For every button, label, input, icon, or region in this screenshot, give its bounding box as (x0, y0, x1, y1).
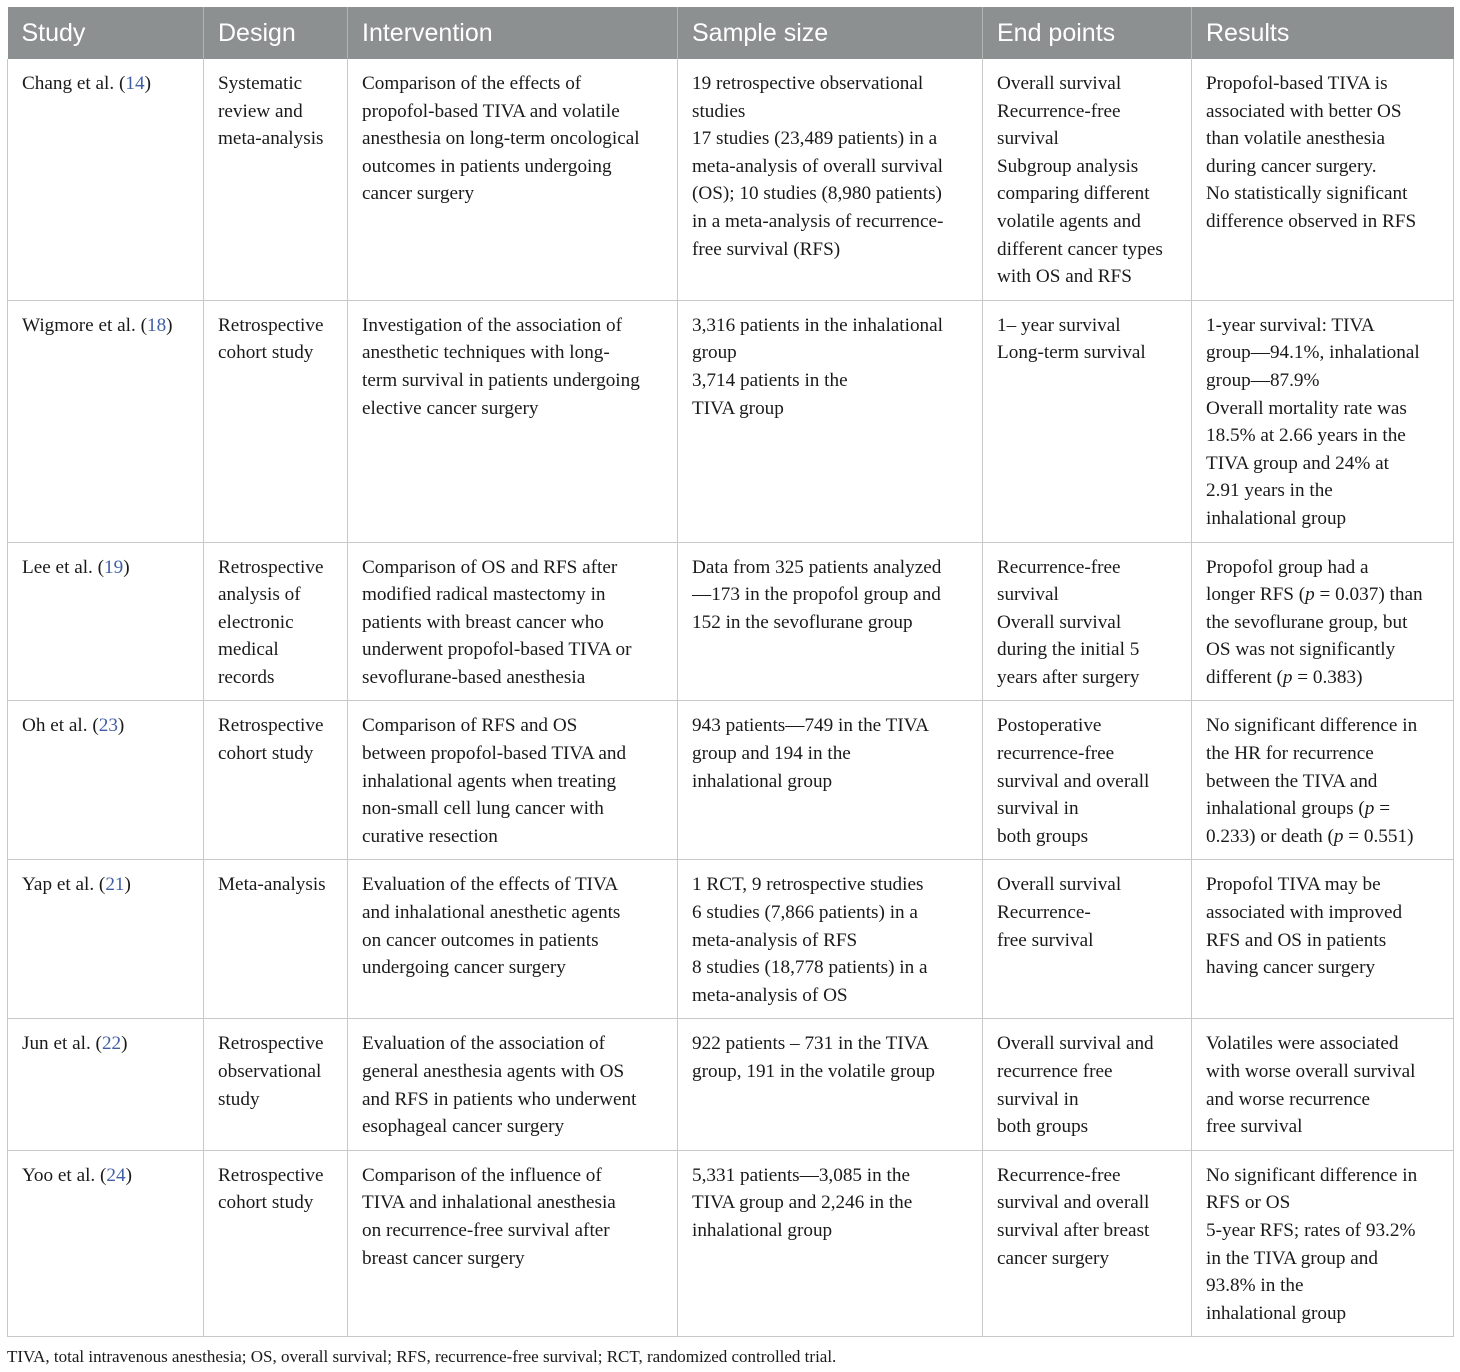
cell-line: free survival (RFS) (692, 238, 841, 260)
cell-line: years after surgery (997, 666, 1140, 688)
cell-line: underwent propofol-based TIVA or (362, 639, 632, 661)
cell-line: undergoing cancer surgery (362, 957, 566, 979)
cell-line: 8 studies (18,778 patients) in a (692, 957, 928, 979)
cell-line: 6 studies (7,866 patients) in a (692, 902, 918, 924)
cell-line: associated with better OS (1206, 100, 1402, 122)
cell-line: associated with improved (1206, 902, 1403, 924)
cell-line: Data from 325 patients analyzed (692, 556, 942, 578)
cell-line: meta-analysis (218, 128, 324, 150)
cell-line: 152 in the sevoflurane group (692, 611, 913, 633)
cell-line: survival after breast (997, 1219, 1150, 1241)
reference-link[interactable]: 18 (146, 314, 167, 336)
results-cell (1192, 860, 1454, 1019)
cell-line: patients with breast cancer who (362, 611, 604, 633)
cell-line: between the TIVA and (1206, 770, 1378, 792)
cell-line: between propofol-based TIVA and (362, 743, 627, 765)
study-cell (8, 1019, 204, 1150)
end-points-cell (983, 1019, 1192, 1150)
cell-line: both groups (997, 825, 1089, 847)
cell-line: anesthesia on long-term oncological (362, 128, 640, 150)
cell-line: Propofol group had a (1206, 556, 1369, 578)
cell-line: Retrospective (218, 1033, 324, 1055)
cell-line: and RFS in patients who underwent (362, 1088, 637, 1110)
cell-line: different cancer types (997, 238, 1163, 260)
cell-line: 5-year RFS; rates of 93.2% (1206, 1219, 1416, 1241)
intervention-cell (348, 701, 678, 860)
cell-line: 93.8% in the (1206, 1275, 1304, 1297)
end-points-cell (983, 860, 1192, 1019)
cell-line: inhalational group (1206, 1302, 1347, 1324)
cell-line: 1 RCT, 9 retrospective studies (692, 874, 924, 896)
study-cell (8, 542, 204, 701)
cell-line: Investigation of the association of (362, 314, 623, 336)
cell-line: studies (692, 100, 746, 122)
cell-line: 3,316 patients in the inhalational (692, 314, 943, 336)
cell-line: elective cancer surgery (362, 397, 539, 419)
design-cell (204, 701, 348, 860)
cell-line: Recurrence-free (997, 100, 1121, 122)
cell-line: survival in (997, 1088, 1079, 1110)
design-cell (204, 1150, 348, 1337)
cell-line: in a meta-analysis of recurrence- (692, 210, 944, 232)
cell-line: No significant difference in (1206, 1164, 1418, 1186)
end-points-cell (983, 542, 1192, 701)
study-ref-close: ) (117, 715, 125, 737)
cell-line: meta-analysis of RFS (692, 929, 858, 951)
cell-line: group, 191 in the volatile group (692, 1061, 936, 1082)
table-footnote: TIVA, total intravenous anesthesia; OS, overall survival; RFS, recurrence-free survival; RCT, randomized controlled trial. (7, 1347, 837, 1366)
sample-size-cell (678, 300, 983, 542)
cell-line: Comparison of RFS and OS (362, 715, 578, 737)
cell-line: Retrospective (218, 314, 324, 336)
design-cell (204, 1019, 348, 1150)
end-points-cell (983, 300, 1192, 542)
cell-line: propofol-based TIVA and volatile (362, 100, 620, 122)
cell-line: during the initial 5 (997, 639, 1140, 661)
cell-line: inhalational group (692, 1219, 833, 1241)
cell-line: sevoflurane-based anesthesia (362, 666, 586, 688)
cell-line: survival (997, 128, 1059, 150)
design-cell (204, 860, 348, 1019)
cell-line: 3,714 patients in the (692, 369, 848, 391)
table-header-row (8, 7, 1454, 59)
cell-line: Propofol-based TIVA is (1206, 73, 1388, 94)
cell-line: cohort study (218, 342, 314, 364)
header-sample-size: Sample size (678, 7, 983, 59)
study-cell (8, 701, 204, 860)
study-name: Yoo et al. ( (22, 1164, 107, 1186)
cell-line: 1-year survival: TIVA (1206, 314, 1375, 336)
header-results: Results (1192, 7, 1454, 59)
cell-line: recurrence free (997, 1061, 1113, 1082)
cell-line: general anesthesia agents with OS (362, 1061, 625, 1082)
sample-size-cell (678, 1150, 983, 1337)
end-points-cell (983, 701, 1192, 860)
cell-line: in the TIVA group and (1206, 1247, 1378, 1269)
cell-line: inhalational group (692, 770, 833, 792)
cell-line: survival (997, 584, 1059, 606)
header-design: Design (204, 7, 348, 59)
cell-line: Overall survival (997, 73, 1122, 94)
study-cell (8, 59, 204, 300)
cell-line: Evaluation of the association of (362, 1033, 605, 1055)
end-points-cell (983, 1150, 1192, 1337)
study-ref-close: ) (121, 1033, 128, 1055)
cell-line: Overall survival (997, 874, 1122, 896)
cell-line: both groups (997, 1116, 1089, 1138)
header-intervention: Intervention (348, 7, 678, 59)
cell-line: having cancer surgery (1206, 957, 1376, 979)
cell-line: term survival in patients undergoing (362, 369, 640, 391)
cell-line: Overall mortality rate was (1206, 397, 1407, 419)
cell-line: on recurrence-free survival after (362, 1219, 610, 1241)
intervention-cell (348, 1019, 678, 1150)
cell-line: 0.233) or death (p = 0.551) (1206, 825, 1414, 847)
table-row (8, 1150, 1454, 1337)
cell-line: group—94.1%, inhalational (1206, 342, 1420, 364)
study-name: Jun et al. ( (22, 1033, 102, 1055)
sample-size-cell (678, 542, 983, 701)
results-cell (1192, 59, 1454, 300)
intervention-cell (348, 59, 678, 300)
intervention-cell (348, 300, 678, 542)
cell-line: cohort study (218, 743, 314, 765)
cell-line: Overall survival and (997, 1033, 1154, 1055)
table-row (8, 701, 1454, 860)
study-name: Chang et al. ( (22, 73, 126, 94)
cell-line: —173 in the propofol group and (692, 584, 941, 606)
cell-line: cancer surgery (362, 183, 475, 205)
table-row (8, 59, 1454, 300)
cell-line: free survival (1206, 1116, 1303, 1138)
cell-line: Recurrence-free (997, 1164, 1121, 1186)
design-cell (204, 59, 348, 300)
cell-line: 19 retrospective observational (692, 73, 924, 94)
cell-line: 943 patients—749 in the TIVA (692, 715, 929, 737)
cell-line: non-small cell lung cancer with (362, 798, 604, 820)
cell-line: with OS and RFS (997, 266, 1132, 288)
cell-line: volatile agents and (997, 210, 1141, 232)
cell-line: Retrospective (218, 715, 324, 737)
cell-line: group (692, 342, 737, 364)
cell-line: RFS and OS in patients (1206, 929, 1387, 951)
cell-line: TIVA group and 24% at (1206, 452, 1389, 474)
cell-line: Systematic (218, 73, 303, 94)
cell-line: Retrospective (218, 1164, 324, 1186)
cell-line: Long-term survival (997, 342, 1146, 364)
cell-line: Evaluation of the effects of TIVA (362, 874, 619, 896)
cell-line: RFS or OS (1206, 1192, 1291, 1214)
sample-size-cell (678, 860, 983, 1019)
cell-line: Comparison of OS and RFS after (362, 556, 618, 578)
study-ref-close: ) (144, 73, 151, 94)
cell-line: Propofol TIVA may be (1206, 874, 1381, 896)
table-row (8, 542, 1454, 701)
cell-line: inhalational groups (p = (1206, 798, 1391, 820)
cell-line: inhalational group (1206, 507, 1347, 529)
study-cell (8, 1150, 204, 1337)
results-cell (1192, 542, 1454, 701)
cell-line: TIVA group (692, 397, 784, 419)
reference-link[interactable]: 24 (106, 1164, 126, 1186)
study-ref-close: ) (166, 314, 173, 336)
cell-line: cohort study (218, 1192, 314, 1214)
reference-link[interactable]: 19 (104, 556, 124, 578)
cell-line: observational (218, 1061, 322, 1082)
cell-line: Meta-analysis (218, 874, 326, 896)
study-ref-close: ) (125, 1164, 132, 1186)
cell-line: Volatiles were associated (1206, 1033, 1399, 1055)
cell-line: Overall survival (997, 611, 1122, 633)
cell-line: esophageal cancer surgery (362, 1116, 565, 1138)
sample-size-cell (678, 59, 983, 300)
cell-line: OS was not significantly (1206, 639, 1396, 661)
table-body (8, 59, 1454, 1337)
results-cell (1192, 1150, 1454, 1337)
cell-line: electronic (218, 611, 294, 633)
cell-line: No significant difference in (1206, 715, 1418, 737)
cell-line: No statistically significant (1206, 183, 1408, 205)
study-name: Lee et al. ( (22, 556, 105, 578)
cell-line: survival in (997, 798, 1079, 820)
cell-line: during cancer surgery. (1206, 155, 1377, 177)
cell-line: TIVA and inhalational anesthesia (362, 1192, 616, 1214)
design-cell (204, 300, 348, 542)
table-container (7, 7, 1453, 1337)
cell-line: Comparison of the effects of (362, 73, 582, 94)
cell-line: difference observed in RFS (1206, 210, 1417, 232)
cell-line: 1– year survival (997, 314, 1121, 336)
cell-line: group—87.9% (1206, 369, 1320, 391)
reference-link[interactable]: 23 (98, 715, 118, 737)
cell-line: study (218, 1088, 260, 1110)
cell-line: analysis of (218, 584, 301, 606)
cell-line: 922 patients – 731 in the TIVA (692, 1033, 929, 1055)
cell-line: meta-analysis of OS (692, 984, 848, 1006)
cell-line: meta-analysis of overall survival (692, 155, 943, 177)
cell-line: survival and overall (997, 770, 1150, 792)
cell-line: different (p = 0.383) (1206, 666, 1363, 688)
cell-line: 2.91 years in the (1206, 480, 1333, 502)
cell-line: survival and overall (997, 1192, 1150, 1214)
cell-line: comparing different (997, 183, 1150, 205)
cell-line: the sevoflurane group, but (1206, 611, 1408, 633)
sample-size-cell (678, 701, 983, 860)
cell-line: curative resection (362, 825, 498, 847)
cell-line: recurrence-free (997, 743, 1115, 765)
cell-line: Recurrence- (997, 902, 1091, 924)
cell-line: and worse recurrence (1206, 1088, 1371, 1110)
cell-line: records (218, 666, 275, 688)
cell-line: inhalational agents when treating (362, 770, 617, 792)
table-row (8, 860, 1454, 1019)
cell-line: than volatile anesthesia (1206, 128, 1386, 150)
study-cell (8, 300, 204, 542)
cell-line: (OS); 10 studies (8,980 patients) (692, 183, 942, 205)
cell-line: 18.5% at 2.66 years in the (1206, 425, 1406, 447)
table-row (8, 300, 1454, 542)
header-end-points: End points (983, 7, 1192, 59)
cell-line: and inhalational anesthetic agents (362, 902, 621, 924)
cell-line: group and 194 in the (692, 743, 851, 765)
cell-line: with worse overall survival (1206, 1061, 1416, 1082)
cell-line: TIVA group and 2,246 in the (692, 1192, 913, 1214)
intervention-cell (348, 1150, 678, 1337)
studies-table (7, 7, 1454, 1337)
cell-line: Postoperative (997, 715, 1102, 737)
reference-link[interactable]: 22 (101, 1033, 122, 1055)
study-cell (8, 860, 204, 1019)
cell-line: outcomes in patients undergoing (362, 155, 612, 177)
intervention-cell (348, 542, 678, 701)
results-cell (1192, 701, 1454, 860)
cell-line: Recurrence-free (997, 556, 1121, 578)
study-ref-close: ) (123, 556, 130, 578)
study-ref-close: ) (124, 874, 131, 896)
sample-size-cell (678, 1019, 983, 1150)
cell-line: Retrospective (218, 556, 324, 578)
intervention-cell (348, 860, 678, 1019)
cell-line: modified radical mastectomy in (362, 584, 606, 606)
cell-line: the HR for recurrence (1206, 743, 1374, 765)
design-cell (204, 542, 348, 701)
cell-line: free survival (997, 929, 1094, 951)
cell-line: medical (218, 639, 279, 661)
table-row (8, 1019, 1454, 1150)
cell-line: Subgroup analysis (997, 155, 1139, 177)
cell-line: 17 studies (23,489 patients) in a (692, 128, 938, 150)
cell-line: review and (218, 100, 303, 122)
end-points-cell (983, 59, 1192, 300)
cell-line: 5,331 patients—3,085 in the (692, 1164, 910, 1186)
study-name: Oh et al. ( (22, 715, 99, 737)
study-name: Yap et al. ( (22, 874, 106, 896)
cell-line: Comparison of the influence of (362, 1164, 602, 1186)
cell-line: breast cancer surgery (362, 1247, 525, 1269)
cell-line: longer RFS (p = 0.037) than (1206, 584, 1423, 606)
results-cell (1192, 1019, 1454, 1150)
header-study: Study (8, 7, 204, 59)
study-name: Wigmore et al. ( (22, 314, 147, 336)
results-cell (1192, 300, 1454, 542)
cell-line: anesthetic techniques with long- (362, 342, 610, 364)
reference-link[interactable]: 21 (105, 874, 125, 896)
cell-line: on cancer outcomes in patients (362, 929, 599, 951)
cell-line: cancer surgery (997, 1247, 1110, 1269)
reference-link[interactable]: 14 (125, 73, 145, 94)
